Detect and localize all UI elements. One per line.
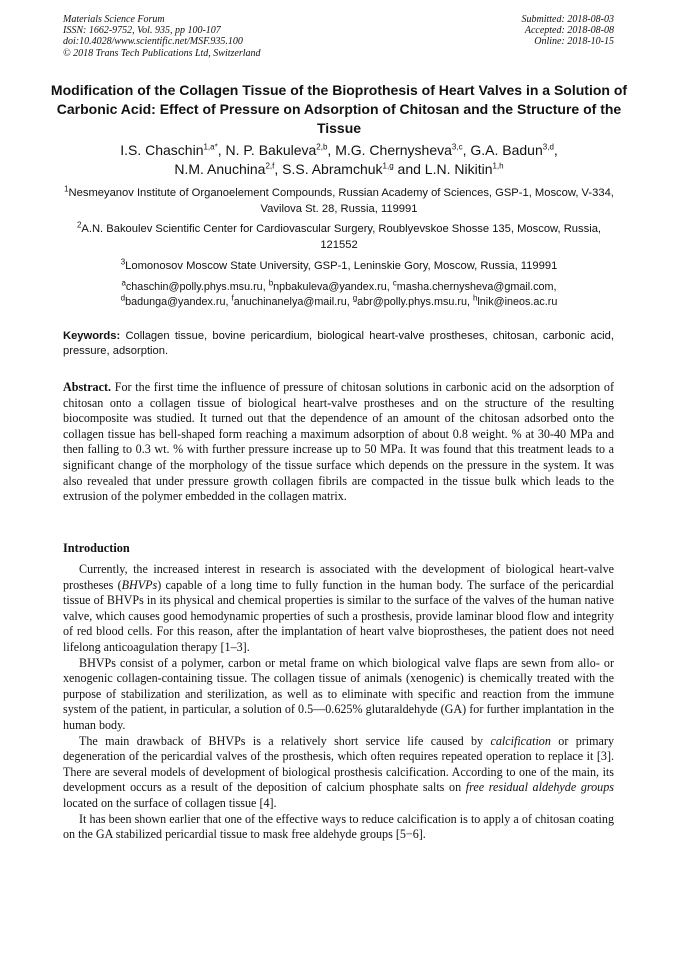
author-sup: 2,f [265, 160, 275, 170]
email-sup: f [231, 292, 234, 302]
emphasis: calcification [490, 733, 551, 748]
author: M.G. Chernysheva [335, 142, 452, 158]
author: I.S. Chaschin [120, 142, 204, 158]
author: N.M. Anuchina [174, 160, 266, 177]
copyright-line: © 2018 Trans Tech Publications Ltd, Switzerland [63, 47, 261, 59]
intro-paragraph-4: It has been shown earlier that one of the effective ways to reduce calcification is to apply a of chitosan coating on the GA stabilized pericardial tissue to mask free aldehyde groups [5−6]. [63, 811, 614, 842]
author-sup: 1,h [492, 160, 504, 170]
online-date: Online: 2018-10-15 [534, 36, 614, 48]
author-sup: 1,a* [203, 142, 218, 152]
email-link[interactable]: anuchinanelya@mail.ru [233, 295, 347, 308]
author: N. P. Bakuleva [225, 142, 317, 158]
author-sup: 3,d [542, 142, 554, 152]
introduction-heading: Introduction [63, 541, 130, 555]
intro-paragraph-2: BHVPs consist of a polymer, carbon or metal frame on which biological valve flaps are sewn from allo- or xenogenic collagen-containing tissue. The collagen tissue of animals (xenogenic) is chemically treated with the purpose of stabilization and sterilization, as well as to eliminate with specific and reaction from the immune system of the patient, in particular, a solution of 0.5—0.625% glutaraldehyde (GA) for further implantation in the human body. [63, 655, 614, 732]
issn-line: ISSN: 1662-9752, Vol. 935, pp 100-107 [63, 25, 221, 37]
keywords-section [63, 329, 614, 359]
submitted-date: Submitted: 2018-08-03 [521, 14, 614, 25]
abstract-text: For the first time the influence of pressure of chitosan solutions in carbonic acid on the adsorption of chitosan onto a collagen tissue of biological heart-valve prostheses and on the structure of the resulting biocomposite was studied. It turned out that the dependence of an amount of the chitosan adsorbed onto the collagen tissue has bell-shaped form reaching a maximum adsorption of about 0.8 weight. % at 30-40 MPa and then falling to 0.3 wt. % with further pressure increase up to 50 MPa. It was found that this treatment leads to a significant change of the morphology of the tissue surface which depends on the pressure in the system. It was also revealed that under pressure growth collagen fibrils are compacted in the tissue bulk which leads to the extrusion of the polymer embedded in the collagen matrix. [63, 380, 614, 504]
journal-name: Materials Science Forum [63, 14, 165, 25]
accepted-date: Accepted: 2018-08-08 [524, 25, 614, 37]
text-run: located on the surface of collagen tissue [4]. [63, 795, 277, 810]
keywords-label: Keywords: [63, 330, 121, 342]
author-list: I.S. Chaschin$^{1,a*}$, N. P. Bakuleva$^{2,b}$, M.G. Chernysheva$^{3,c}$, G.A. Badun$^{3,d}$, N.M. Anuchina$^{2,f}$, S.S. Abramchuk$^{1,g}$ and L.N. Nikitin$^{1,h}$ [120, 142, 558, 177]
introduction-body [63, 562, 614, 843]
affiliation-text: Lomonosov Moscow State University, GSP-1, Leninskie Gory, Moscow, Russia, 119991 [125, 260, 558, 272]
email-link[interactable]: masha.chernysheva@gmail.com [396, 281, 554, 293]
author-sup: 2,b [316, 142, 328, 152]
author: G.A. Badun [470, 142, 543, 158]
email-sup: g [352, 292, 358, 302]
affiliation-sup: 1 [64, 184, 69, 194]
emphasis: free residual aldehyde groups [465, 780, 614, 795]
email-list: $^a$chaschin@polly.phys.msu.ru, $^b$npbakuleva@yandex.ru, $^c$masha.chernysheva@gmail.com, $^d$badunga@yandex.ru, $^f$anuchinanelya@mail.ru, $^g$abr@polly.phys.msu.ru, $^h$lnik@ineos.ac.ru [120, 278, 558, 308]
email-sup: h [472, 292, 478, 302]
affiliation-sup: 2 [76, 220, 82, 230]
affiliation-3 [58, 259, 620, 275]
intro-paragraph-1 [63, 562, 614, 656]
author-sup: 3,c [451, 142, 463, 152]
email-link[interactable]: chaschin@polly.phys.msu.ru [125, 281, 263, 293]
email-link[interactable]: lnik@ineos.ac.ru [477, 295, 558, 308]
abstract-label: Abstract. [63, 380, 112, 394]
email-link[interactable]: badunga@yandex.ru [125, 295, 226, 308]
journal-header-right [522, 14, 615, 48]
text-run: Currently, the increased interest in research is associated with the development of biological heart-valve prostheses ( [63, 562, 614, 592]
author: L.N. Nikitin [424, 160, 493, 177]
journal-header-left [63, 14, 261, 59]
email-sup: c [392, 278, 397, 288]
text-run: The main drawback of BHVPs is a relatively short service life caused by [79, 733, 491, 748]
text-run: ) capable of a long time to fully function in the human body. The surface of the pericardial tissue of BHVPs in its physical and chemical properties is similar to the surface of the valves of the human native valve, which causes good hemodynamic properties of such a prosthesis, provide laminar blood flow and integrity of red blood cells. For this reason, after the implantation of heart valve bioprostheses, the patient does not need lifelong anticoagulation therapy [1–3]. [63, 577, 615, 654]
intro-paragraph-3 [63, 734, 614, 812]
email-sup: d [120, 292, 126, 302]
author: S.S. Abramchuk [282, 160, 383, 177]
abstract-section [63, 380, 614, 505]
keywords-text: Collagen tissue, bovine pericardium, biological heart-valve prostheses, chitosan, carbonic acid, pressure, adsorption. [63, 330, 614, 357]
text-run: or primary degeneration of the pericardial valves of the prosthesis, which often requires repeated operation to replace it [3]. There are several models of development of biological prosthesis calcification. According to one of the main, its development occurs as a result of the deposition of calcium phosphate salts on [63, 733, 614, 795]
author-sup: 1,g [382, 160, 394, 170]
email-sup: a [121, 278, 126, 288]
affiliation-1 [58, 186, 620, 217]
affiliation-2 [58, 222, 620, 253]
affiliation-sup: 3 [120, 257, 126, 267]
email-link[interactable]: npbakuleva@yandex.ru [273, 281, 387, 293]
email-link[interactable]: abr@polly.phys.msu.ru [357, 295, 467, 308]
abbreviation: BHVPs [121, 577, 158, 592]
paper-title: Modification of the Collagen Tissue of the Bioprothesis of Heart Valves in a Solution of Carbonic Acid: Effect of Pressure on Adsorption of Chitosan and the Structure of the Tissue [50, 82, 628, 136]
email-sup: b [268, 278, 274, 288]
affiliation-text: Nesmeyanov Institute of Organoelement Compounds, Russian Academy of Sciences, GSP-1, Moscow, V-334, Vavilova St. 28, Russia, 119991 [68, 187, 614, 215]
affiliation-text: A.N. Bakoulev Scientific Center for Cardiovascular Surgery, Roublyevskoe Shosse 135, Moscow, Russia, 121552 [81, 223, 602, 251]
doi-line: doi:10.4028/www.scientific.net/MSF.935.100 [63, 36, 243, 48]
